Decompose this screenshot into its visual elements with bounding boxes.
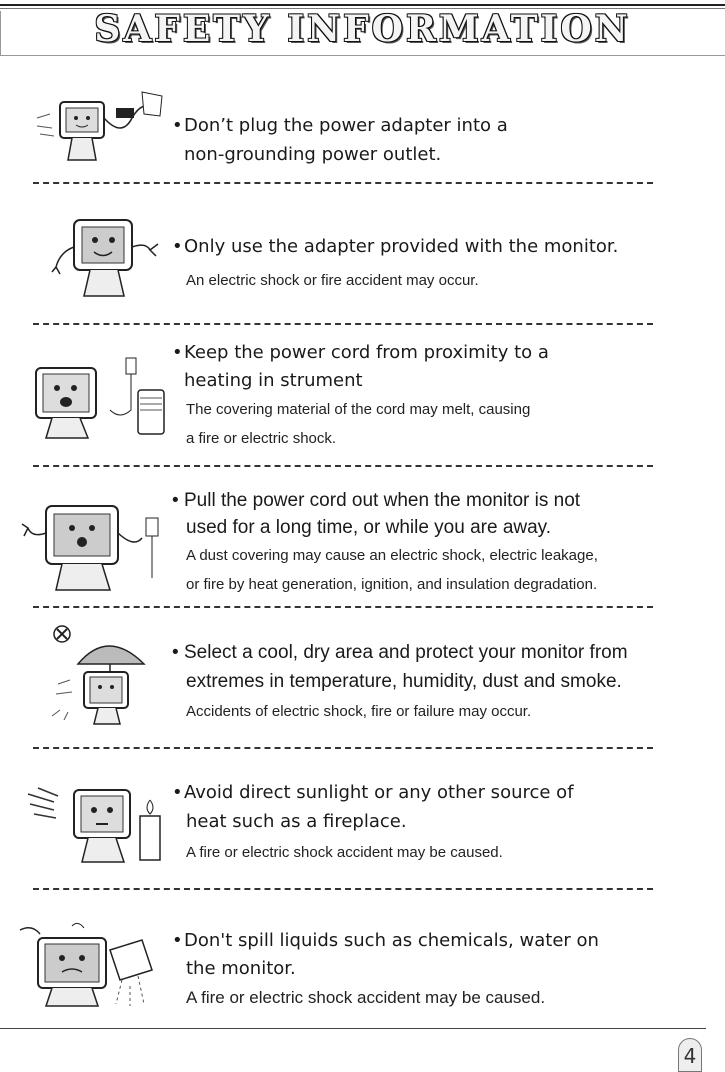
monitor-umbrella-illustration <box>48 624 158 728</box>
bullet-icon: • <box>172 236 183 257</box>
item-note-line: The covering material of the cord may melt, causing <box>186 401 531 418</box>
divider <box>33 182 653 184</box>
bottom-rule <box>0 1028 706 1029</box>
divider <box>33 747 653 749</box>
item-heading-line: extremes in temperature, humidity, dust and smoke. <box>186 671 622 692</box>
divider <box>33 465 653 467</box>
item-note-line: or fire by heat generation, ignition, and insulation degradation. <box>186 576 598 593</box>
divider <box>33 606 653 608</box>
page-number-badge: 4 <box>678 1038 702 1072</box>
bullet-icon: • <box>172 115 183 136</box>
item-heading-line: Only use the adapter provided with the monitor. <box>184 236 619 257</box>
divider <box>33 323 653 325</box>
bullet-icon: • <box>172 342 183 363</box>
bullet-icon: • <box>172 642 179 663</box>
item-heading-line: heat such as a fireplace. <box>186 811 407 832</box>
item-note-line: A fire or electric shock accident may be caused. <box>186 844 503 861</box>
monitor-plug-illustration <box>32 88 167 170</box>
item-heading-line: Keep the power cord from proximity to a <box>184 342 549 363</box>
item-heading-line: Don't spill liquids such as chemicals, water on <box>184 930 599 951</box>
item-note-line: a fire or electric shock. <box>186 430 337 447</box>
bullet-icon: • <box>172 490 179 511</box>
item-heading-line: Avoid direct sunlight or any other source of <box>184 782 574 803</box>
bullet-icon: • <box>172 930 183 951</box>
monitor-liquid-illustration <box>12 920 168 1010</box>
item-heading-line: non-grounding power outlet. <box>184 144 442 165</box>
bullet-icon: • <box>172 782 183 803</box>
item-heading-line: Pull the power cord out when the monitor is not <box>184 490 581 511</box>
top-rule <box>0 4 725 6</box>
monitor-sunlight-illustration <box>24 780 168 868</box>
item-note-line: Accidents of electric shock, fire or failure may occur. <box>186 703 532 720</box>
item-note-line: A fire or electric shock accident may be caused. <box>186 988 546 1007</box>
item-note-line: An electric shock or fire accident may occur. <box>186 272 479 289</box>
item-note-line: A dust covering may cause an electric shock, electric leakage, <box>186 547 598 564</box>
item-heading-line: Select a cool, dry area and protect your monitor from <box>184 642 628 663</box>
item-heading-line: Don’t plug the power adapter into a <box>184 115 508 136</box>
divider <box>33 888 653 890</box>
item-heading-line: heating in strument <box>184 370 363 391</box>
page-title: SAFETY INFORMATION <box>94 8 631 50</box>
monitor-unplug-illustration <box>18 488 170 598</box>
item-heading-line: used for a long time, or while you are away. <box>186 517 552 538</box>
monitor-heater-illustration <box>30 350 168 445</box>
item-heading-line: the monitor. <box>186 958 296 979</box>
monitor-adapter-illustration <box>50 212 162 304</box>
